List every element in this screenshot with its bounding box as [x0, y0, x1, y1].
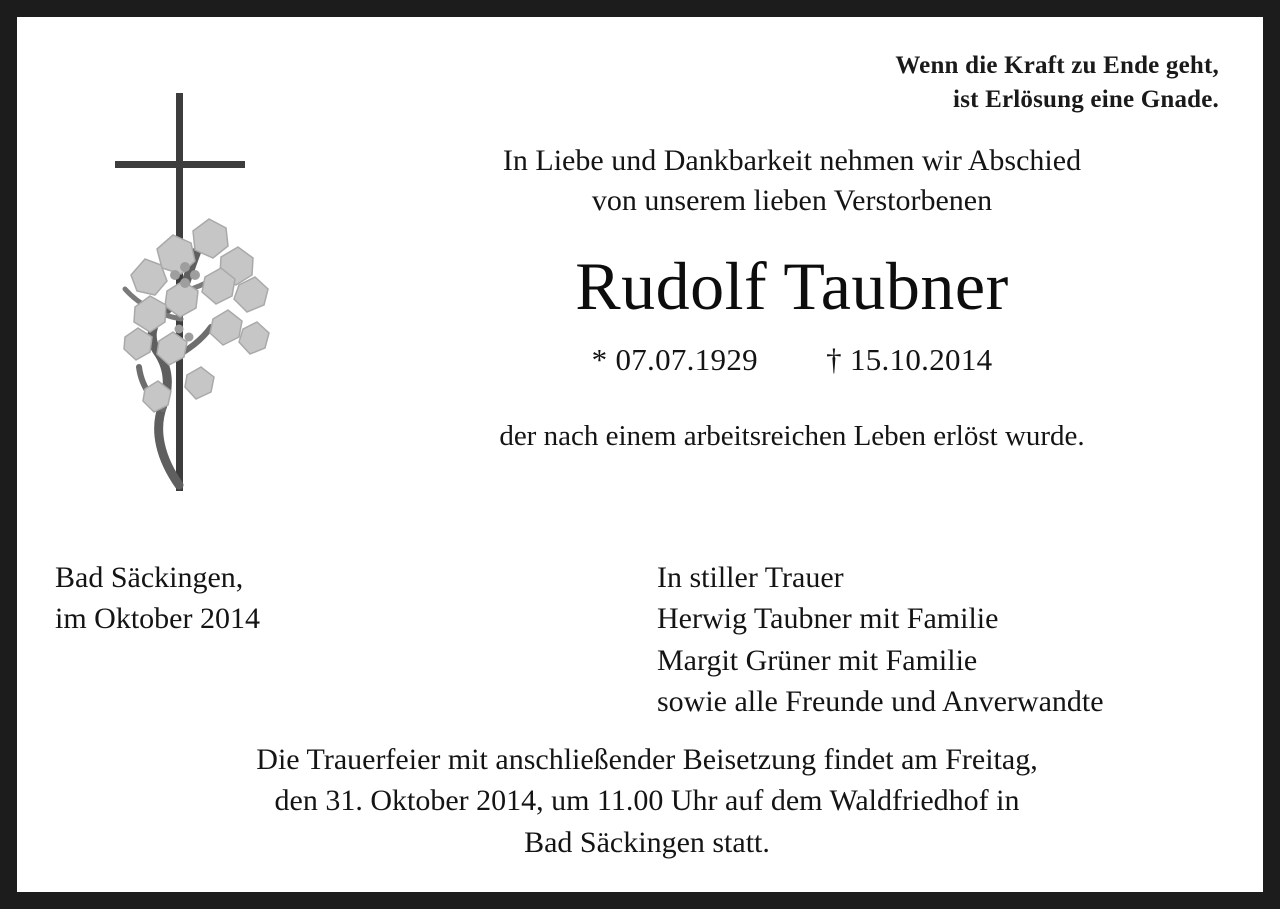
mourners-list: [657, 557, 1104, 723]
funeral-details: [57, 739, 1237, 863]
funeral-line-2: den 31. Oktober 2014, um 11.00 Uhr auf dem Waldfriedhof in: [274, 784, 1020, 818]
place-line-1: Bad Säckingen,: [55, 561, 244, 594]
main-announcement: [317, 141, 1267, 453]
life-dates: [317, 342, 1267, 378]
death-symbol: †: [826, 342, 842, 378]
funeral-line-1: Die Trauerfeier mit anschließender Beisetzung findet am Freitag,: [256, 743, 1038, 776]
place-and-date: [55, 557, 260, 640]
epigraph-line-2: ist Erlösung eine Gnade.: [953, 85, 1219, 113]
mourner-item: sowie alle Freunde und Anverwandte: [657, 685, 1104, 719]
birth-date: 07.07.1929: [615, 342, 758, 378]
cross-with-vine-icon: [101, 79, 301, 499]
birth-symbol: *: [591, 342, 608, 378]
epigraph-line-1: Wenn die Kraft zu Ende geht,: [895, 52, 1219, 79]
obituary-inner-border: [14, 14, 1266, 895]
mourner-item: Herwig Taubner mit Familie: [657, 602, 999, 636]
intro-text: [317, 141, 1267, 220]
obituary-sheet: [17, 17, 1263, 892]
intro-line-2: von unserem lieben Verstorbenen: [591, 183, 993, 217]
mourner-item: Margit Grüner mit Familie: [657, 643, 978, 677]
intro-line-1: In Liebe und Dankbarkeit nehmen wir Abschied: [502, 144, 1082, 177]
closing-line: der nach einem arbeitsreichen Leben erlöst wurde.: [499, 420, 1085, 453]
death-date: 15.10.2014: [849, 342, 993, 378]
funeral-line-3: Bad Säckingen statt.: [524, 825, 770, 859]
mourners-heading: In stiller Trauer: [657, 561, 844, 594]
place-line-2: im Oktober 2014: [55, 602, 260, 636]
epigraph: [895, 49, 1219, 117]
deceased-name: Rudolf Taubner: [575, 248, 1009, 325]
